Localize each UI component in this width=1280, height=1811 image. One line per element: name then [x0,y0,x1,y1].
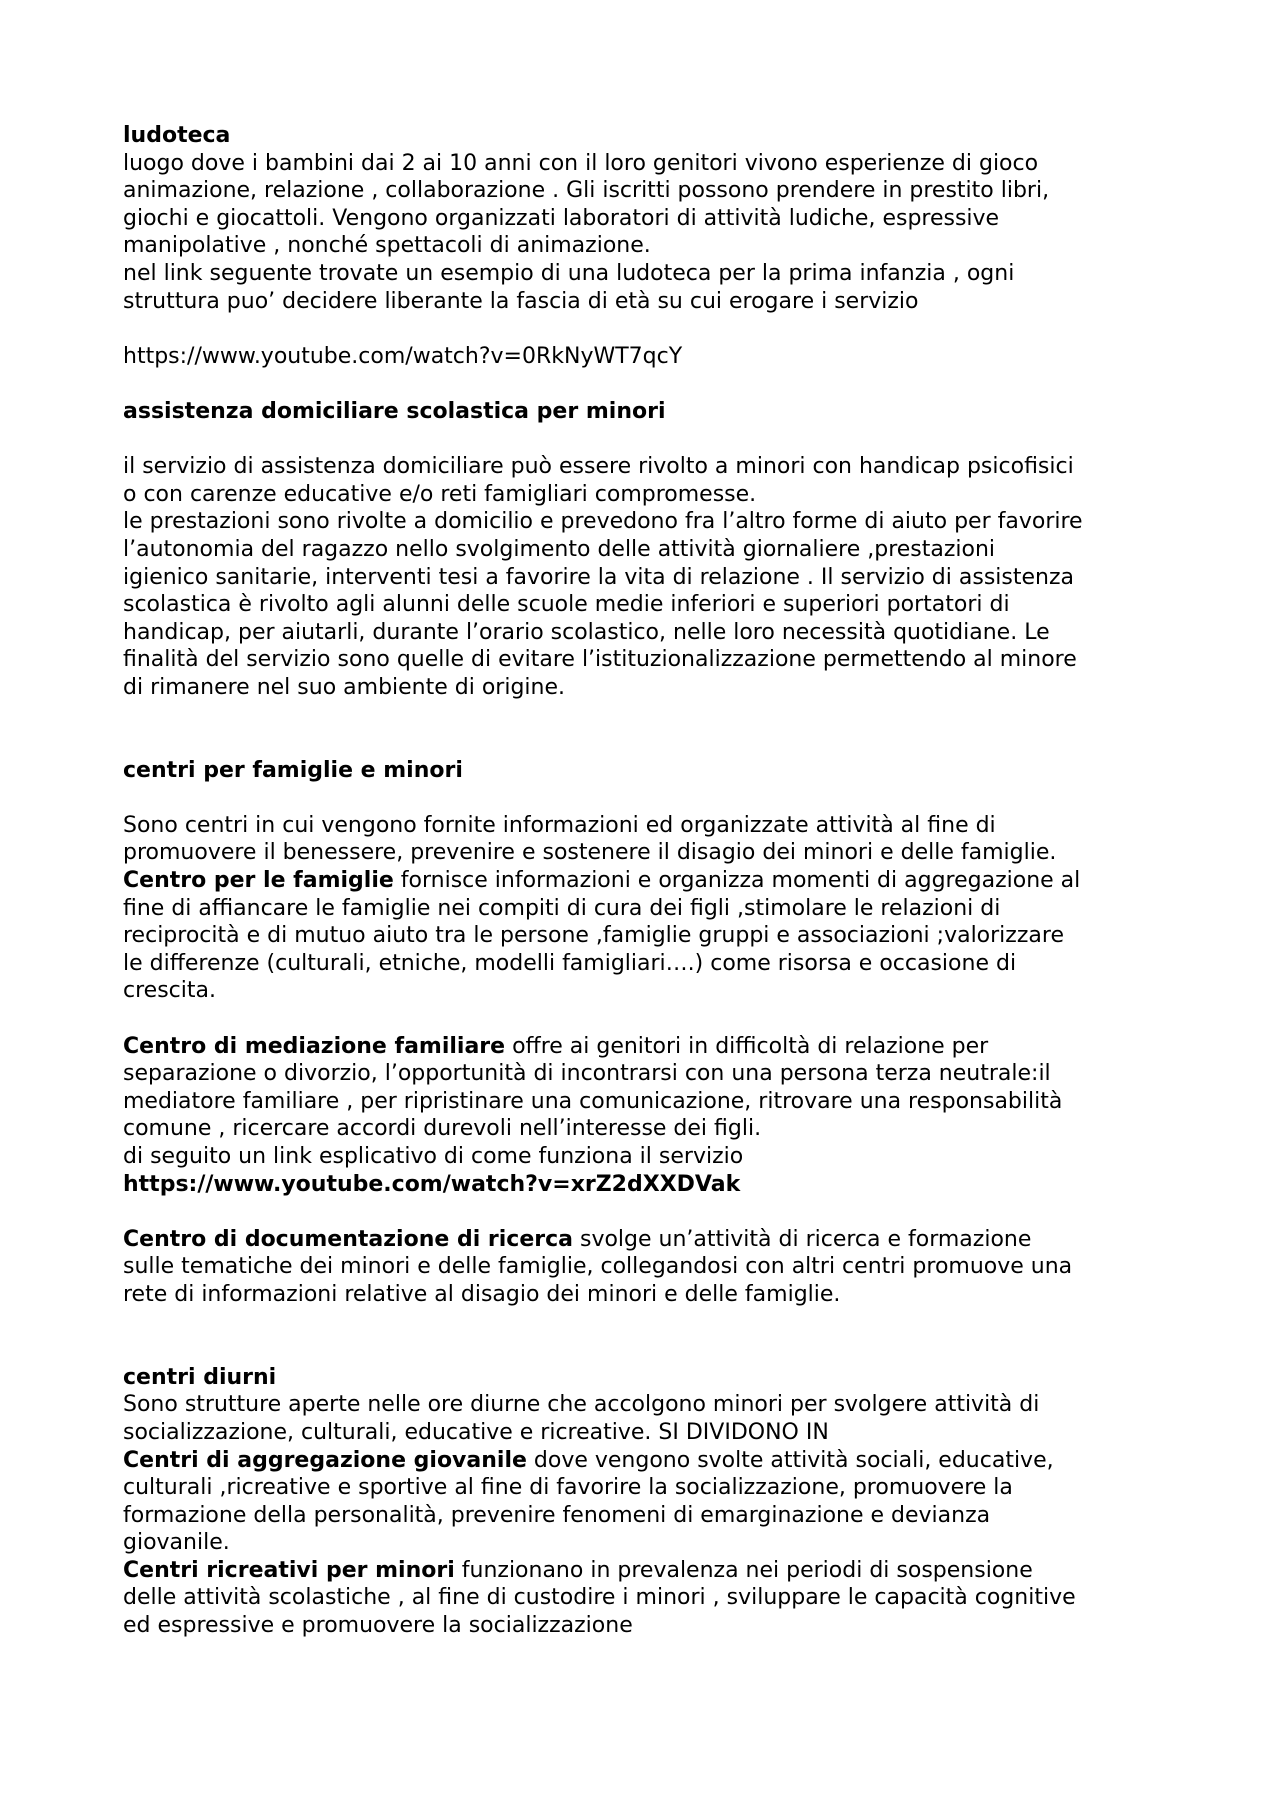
mediazione-video-link[interactable]: https://www.youtube.com/watch?v=xrZ2dXXDVak [123,1171,741,1197]
paragraph-line: Sono centri in cui vengono fornite informazioni ed organizzate attività al fine di [123,812,996,838]
term-ricreativi: Centri ricreativi per minori [123,1557,455,1583]
paragraph-line: comune , ricercare accordi durevoli nell’interesse dei figli. [123,1116,762,1142]
paragraph-line: handicap, per aiutarli, durante l’orario scolastico, nelle loro necessità quotidiane. Le [123,619,1050,645]
section-title-centri-diurni: centri diurni [123,1364,277,1390]
paragraph-line [123,1447,1173,1475]
paragraph-line: fine di affiancare le famiglie nei compiti di cura dei figli ,stimolare le relazioni di [123,895,1001,921]
spacer [123,370,1173,398]
paragraph-line: le differenze (culturali, etniche, modelli famigliari….) come risorsa e occasione di [123,950,1017,976]
term-aggregazione: Centri di aggregazione giovanile [123,1447,527,1473]
spacer [123,426,1173,454]
term-description: svolge un’attività di ricerca e formazione [573,1226,1032,1252]
paragraph-line: di rimanere nel suo ambiente di origine. [123,674,566,700]
section-title-ludoteca: ludoteca [123,123,231,148]
paragraph-line: Sono strutture aperte nelle ore diurne che accolgono minori per svolgere attività di [123,1392,1040,1418]
paragraph-line [123,1226,1173,1254]
paragraph-line: o con carenze educative e/o reti famigliari compromesse. [123,481,757,507]
paragraph-line: luogo dove i bambini dai 2 ai 10 anni con il loro genitori vivono esperienze di gioco [123,150,1039,176]
ludoteca-video-link[interactable]: https://www.youtube.com/watch?v=0RkNyWT7qcY [123,343,683,369]
paragraph-line: il servizio di assistenza domiciliare può essere rivolto a minori con handicap psicofisici [123,454,1074,480]
term-description: funzionano in prevalenza nei periodi di sospensione [454,1557,1033,1583]
spacer [123,1198,1173,1226]
paragraph-line: di seguito un link esplicativo di come funziona il servizio [123,1143,744,1169]
paragraph-line: mediatore familiare , per ripristinare una comunicazione, ritrovare una responsabilità [123,1088,1063,1114]
paragraph-line: finalità del servizio sono quelle di evitare l’istituzionalizzazione permettendo al minore [123,647,1077,673]
paragraph-line: formazione della personalità, prevenire fenomeni di emarginazione e devianza [123,1502,991,1528]
paragraph-line: promuovere il benessere, prevenire e sostenere il disagio dei minori e delle famiglie. [123,840,1057,866]
paragraph-line [123,1033,1173,1061]
paragraph-line: manipolative , nonché spettacoli di animazione. [123,233,651,259]
paragraph-line: rete di informazioni relative al disagio dei minori e delle famiglie. [123,1281,841,1307]
paragraph-line: giochi e giocattoli. Vengono organizzati laboratori di attività ludiche, espressive [123,205,1000,231]
paragraph-line: crescita. [123,978,216,1004]
paragraph-line: le prestazioni sono rivolte a domicilio e prevedono fra l’altro forme di aiuto per favorire [123,509,1083,535]
paragraph-line: scolastica è rivolto agli alunni delle scuole medie inferiori e superiori portatori di [123,592,1010,618]
paragraph-line: giovanile. [123,1530,230,1556]
paragraph-line: ed espressive e promuovere la socializzazione [123,1613,633,1639]
paragraph-line: separazione o divorzio, l’opportunità di incontrarsi con una persona terza neutrale:il [123,1061,1051,1087]
paragraph-line: igienico sanitarie, interventi tesi a favorire la vita di relazione . Il servizio di assistenza [123,564,1074,590]
paragraph-line: struttura puo’ decidere liberante la fascia di età su cui erogare i servizio [123,288,919,314]
paragraph-line: sulle tematiche dei minori e delle famiglie, collegandosi con altri centri promuove una [123,1254,1073,1280]
section-title-centri-famiglie: centri per famiglie e minori [123,757,463,783]
paragraph-line: culturali ,ricreative e sportive al fine di favorire la socializzazione, promuovere la [123,1475,1013,1501]
term-description: dove vengono svolte attività sociali, educative, [526,1447,1054,1473]
spacer [123,784,1173,812]
term-mediazione: Centro di mediazione familiare [123,1033,506,1059]
paragraph-line: delle attività scolastiche , al fine di custodire i minori , sviluppare le capacità cognitive [123,1585,1076,1611]
term-centro-famiglie: Centro per le famiglie [123,868,394,894]
paragraph-line: nel link seguente trovate un esempio di una ludoteca per la prima infanzia , ogni [123,260,1015,286]
paragraph-line [123,1557,1173,1585]
spacer [123,701,1173,756]
paragraph-line: socializzazione, culturali, educative e ricreative. SI DIVIDONO IN [123,1419,829,1445]
term-documentazione: Centro di documentazione di ricerca [123,1226,573,1252]
paragraph-line: l’autonomia del ragazzo nello svolgimento delle attività giornaliere ,prestazioni [123,536,996,562]
spacer [123,1309,1173,1364]
section-title-assistenza: assistenza domiciliare scolastica per minori [123,398,666,424]
paragraph-line: animazione, relazione , collaborazione . Gli iscritti possono prendere in prestito libri, [123,178,1050,204]
spacer [123,1005,1173,1033]
paragraph-line: reciprocità e di mutuo aiuto tra le persone ,famiglie gruppi e associazioni ;valorizzare [123,923,1064,949]
document-page [123,122,1173,1640]
spacer [123,315,1173,343]
term-description: fornisce informazioni e organizza momenti di aggregazione al [393,868,1081,894]
term-description: offre ai genitori in difficoltà di relazione per [505,1033,989,1059]
paragraph-line [123,867,1173,895]
